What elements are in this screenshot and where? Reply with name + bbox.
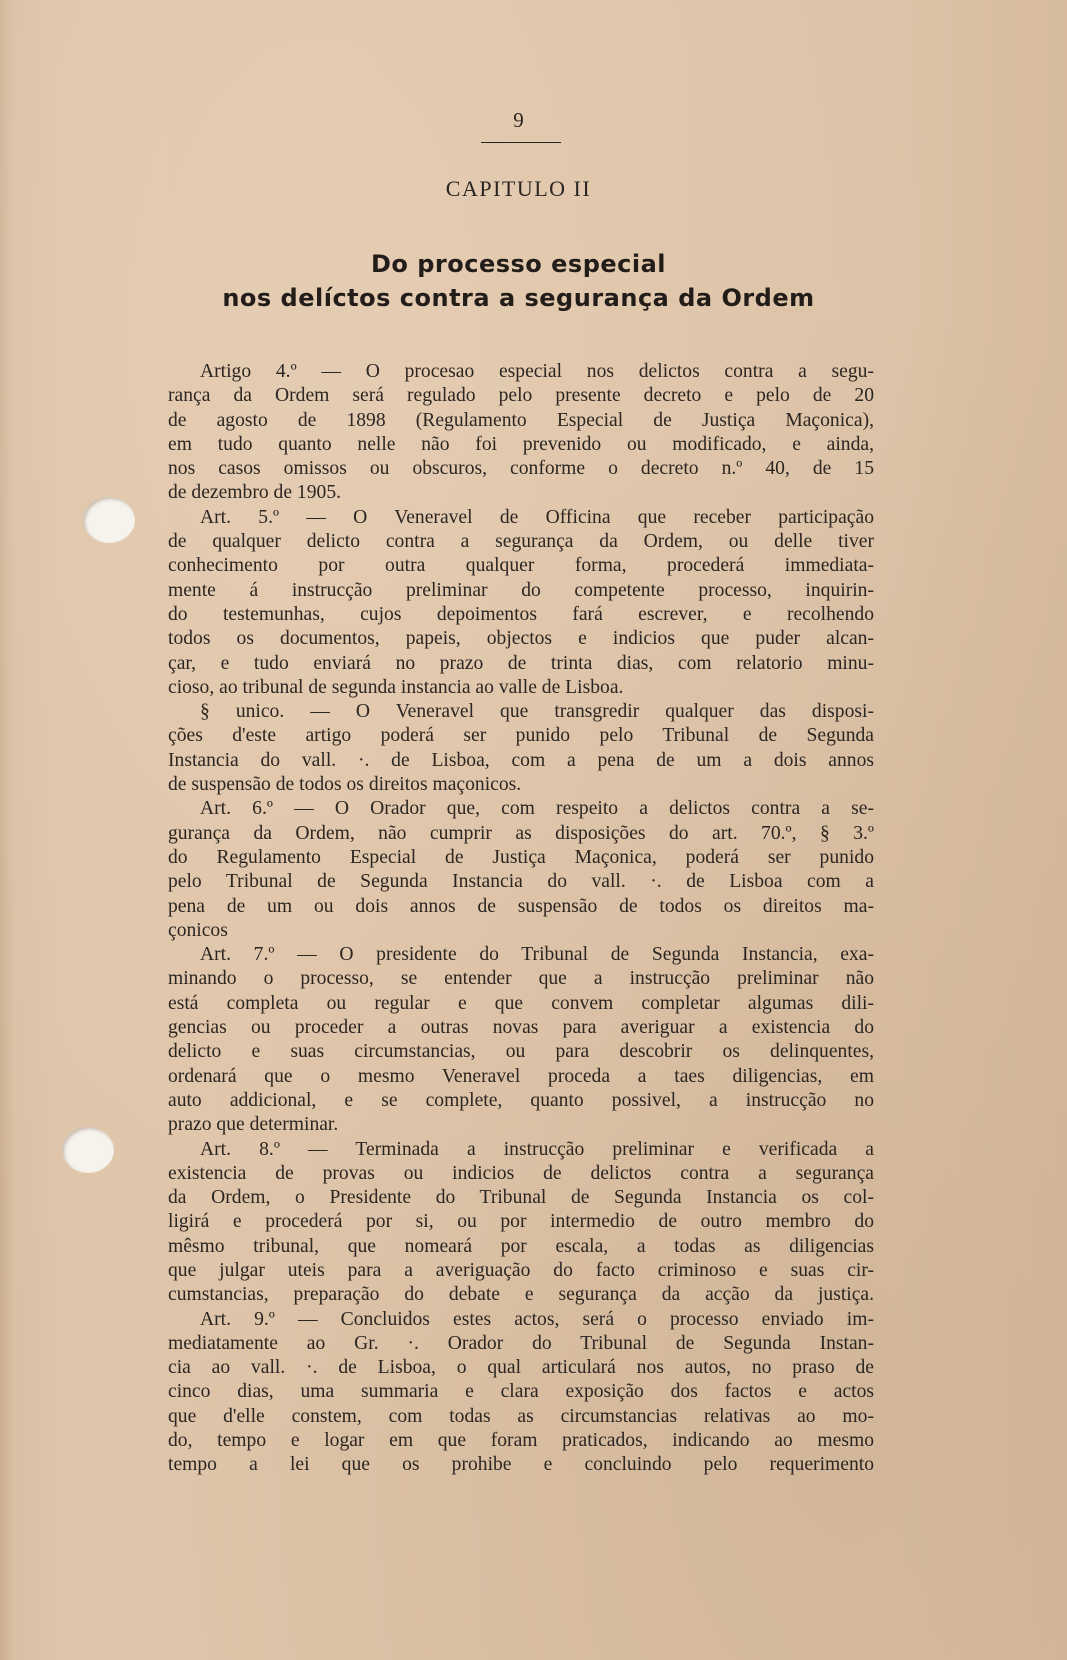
text-line: mente á instrucção preliminar do competente processo, inquirin- bbox=[168, 579, 874, 601]
text-line: pelo Tribunal de Segunda Instancia do vall. ·. de Lisboa com a bbox=[168, 871, 874, 893]
section-title-line-1: Do processo especial bbox=[370, 250, 667, 278]
text-line: Art. 9.º — Concluidos estes actos, será o processo enviado im- bbox=[200, 1308, 874, 1330]
text-line: minando o processo, se entender que a instrucção preliminar não bbox=[168, 968, 874, 990]
text-line: de qualquer delicto contra a segurança da Ordem, ou delle tiver bbox=[168, 531, 874, 553]
text-line: que d'elle constem, com todas as circumstancias relativas ao mo- bbox=[168, 1405, 874, 1427]
punch-hole-bottom bbox=[62, 1127, 114, 1173]
punch-hole-top bbox=[83, 497, 135, 543]
text-line: cioso, ao tribunal de segunda instancia ao valle de Lisboa. bbox=[168, 676, 624, 698]
text-line: do testemunhas, cujos depoimentos fará escrever, e recolhendo bbox=[168, 603, 874, 625]
chapter-title: CAPITULO II bbox=[445, 176, 592, 201]
text-line: ligirá e procederá por si, ou por intermedio de outro membro do bbox=[168, 1211, 874, 1233]
text-line: çonicos bbox=[168, 919, 228, 941]
text-line: tempo a lei que os prohibe e concluindo pelo requerimento bbox=[168, 1454, 874, 1476]
body-text bbox=[168, 360, 874, 1478]
text-line: § unico. — O Veneravel que transgredir qualquer das disposi- bbox=[200, 701, 874, 723]
text-line: está completa ou regular e que convem completar algumas dili- bbox=[168, 992, 874, 1014]
section-title-line-2: nos delíctos contra a segurança da Ordem bbox=[222, 284, 815, 312]
text-line: do Regulamento Especial de Justiça Maçonica, poderá ser punido bbox=[168, 846, 874, 868]
text-line: çar, e tudo enviará no prazo de trinta dias, com relatorio minu- bbox=[168, 652, 874, 674]
text-line: da Ordem, o Presidente do Tribunal de Segunda Instancia os col- bbox=[168, 1187, 874, 1209]
text-line: ordenará que o mesmo Veneravel proceda a taes diligencias, em bbox=[168, 1065, 874, 1087]
text-line: pena de um ou dois annos de suspensão de todos os direitos ma- bbox=[168, 895, 874, 917]
text-line: gurança da Ordem, não cumprir as disposições do art. 70.º, § 3.º bbox=[168, 822, 874, 844]
text-line: Art. 8.º — Terminada a instrucção preliminar e verificada a bbox=[200, 1138, 874, 1160]
page-number-rule bbox=[481, 142, 561, 143]
text-line: Art. 5.º — O Veneravel de Officina que receber participação bbox=[200, 506, 874, 528]
text-line: nos casos omissos ou obscuros, conforme o decreto n.º 40, de 15 bbox=[168, 458, 874, 480]
text-line: Artigo 4.º — O procesao especial nos delictos contra a segu- bbox=[200, 361, 874, 382]
text-line: de agosto de 1898 (Regulamento Especial de Justiça Maçonica), bbox=[168, 409, 874, 431]
text-line: em tudo quanto nelle não foi prevenido ou modificado, e ainda, bbox=[168, 433, 874, 455]
text-line: auto addicional, e se complete, quanto possivel, a instrucção no bbox=[168, 1089, 874, 1111]
text-line: do, tempo e logar em que foram praticados, indicando ao mesmo bbox=[168, 1430, 874, 1452]
text-line: Instancia do vall. ·. de Lisboa, com a pena de um a dois annos bbox=[168, 749, 874, 771]
text-line: gencias ou proceder a outras novas para averiguar a existencia do bbox=[168, 1017, 874, 1039]
section-title bbox=[0, 247, 1037, 315]
text-line: delicto e suas circumstancias, ou para descobrir os delinquentes, bbox=[168, 1041, 874, 1063]
text-line: que julgar uteis para a averiguação do facto criminoso e suas cir- bbox=[168, 1259, 874, 1281]
text-line: mediatamente ao Gr. ·. Orador do Tribunal de Segunda Instan- bbox=[168, 1332, 874, 1354]
text-line: Art. 7.º — O presidente do Tribunal de Segunda Instancia, exa- bbox=[200, 944, 874, 966]
text-line: conhecimento por outra qualquer forma, procederá immediata- bbox=[168, 555, 874, 577]
text-line: mêsmo tribunal, que nomeará por escala, a todas as diligencias bbox=[168, 1235, 874, 1257]
text-line: de suspensão de todos os direitos maçonicos. bbox=[168, 774, 522, 796]
text-line: cumstancias, preparação do debate e segurança da acção da justiça. bbox=[168, 1284, 874, 1306]
text-line: cia ao vall. ·. de Lisboa, o qual articulará nos autos, no praso de bbox=[168, 1357, 874, 1379]
text-line: Art. 6.º — O Orador que, com respeito a delictos contra a se- bbox=[200, 798, 874, 820]
text-line: existencia de provas ou indicios de delictos contra a segurança bbox=[168, 1162, 874, 1184]
text-line: ções d'este artigo poderá ser punido pelo Tribunal de Segunda bbox=[168, 725, 874, 747]
text-line: prazo que determinar. bbox=[168, 1114, 339, 1136]
text-line: rança da Ordem será regulado pelo presente decreto e pelo de 20 bbox=[168, 385, 874, 407]
text-line: de dezembro de 1905. bbox=[168, 482, 342, 504]
text-line: todos os documentos, papeis, objectos e indicios que puder alcan- bbox=[168, 628, 874, 650]
page-number: 9 bbox=[513, 108, 524, 132]
text-line: cinco dias, uma summaria e clara exposição dos factos e actos bbox=[168, 1381, 874, 1403]
